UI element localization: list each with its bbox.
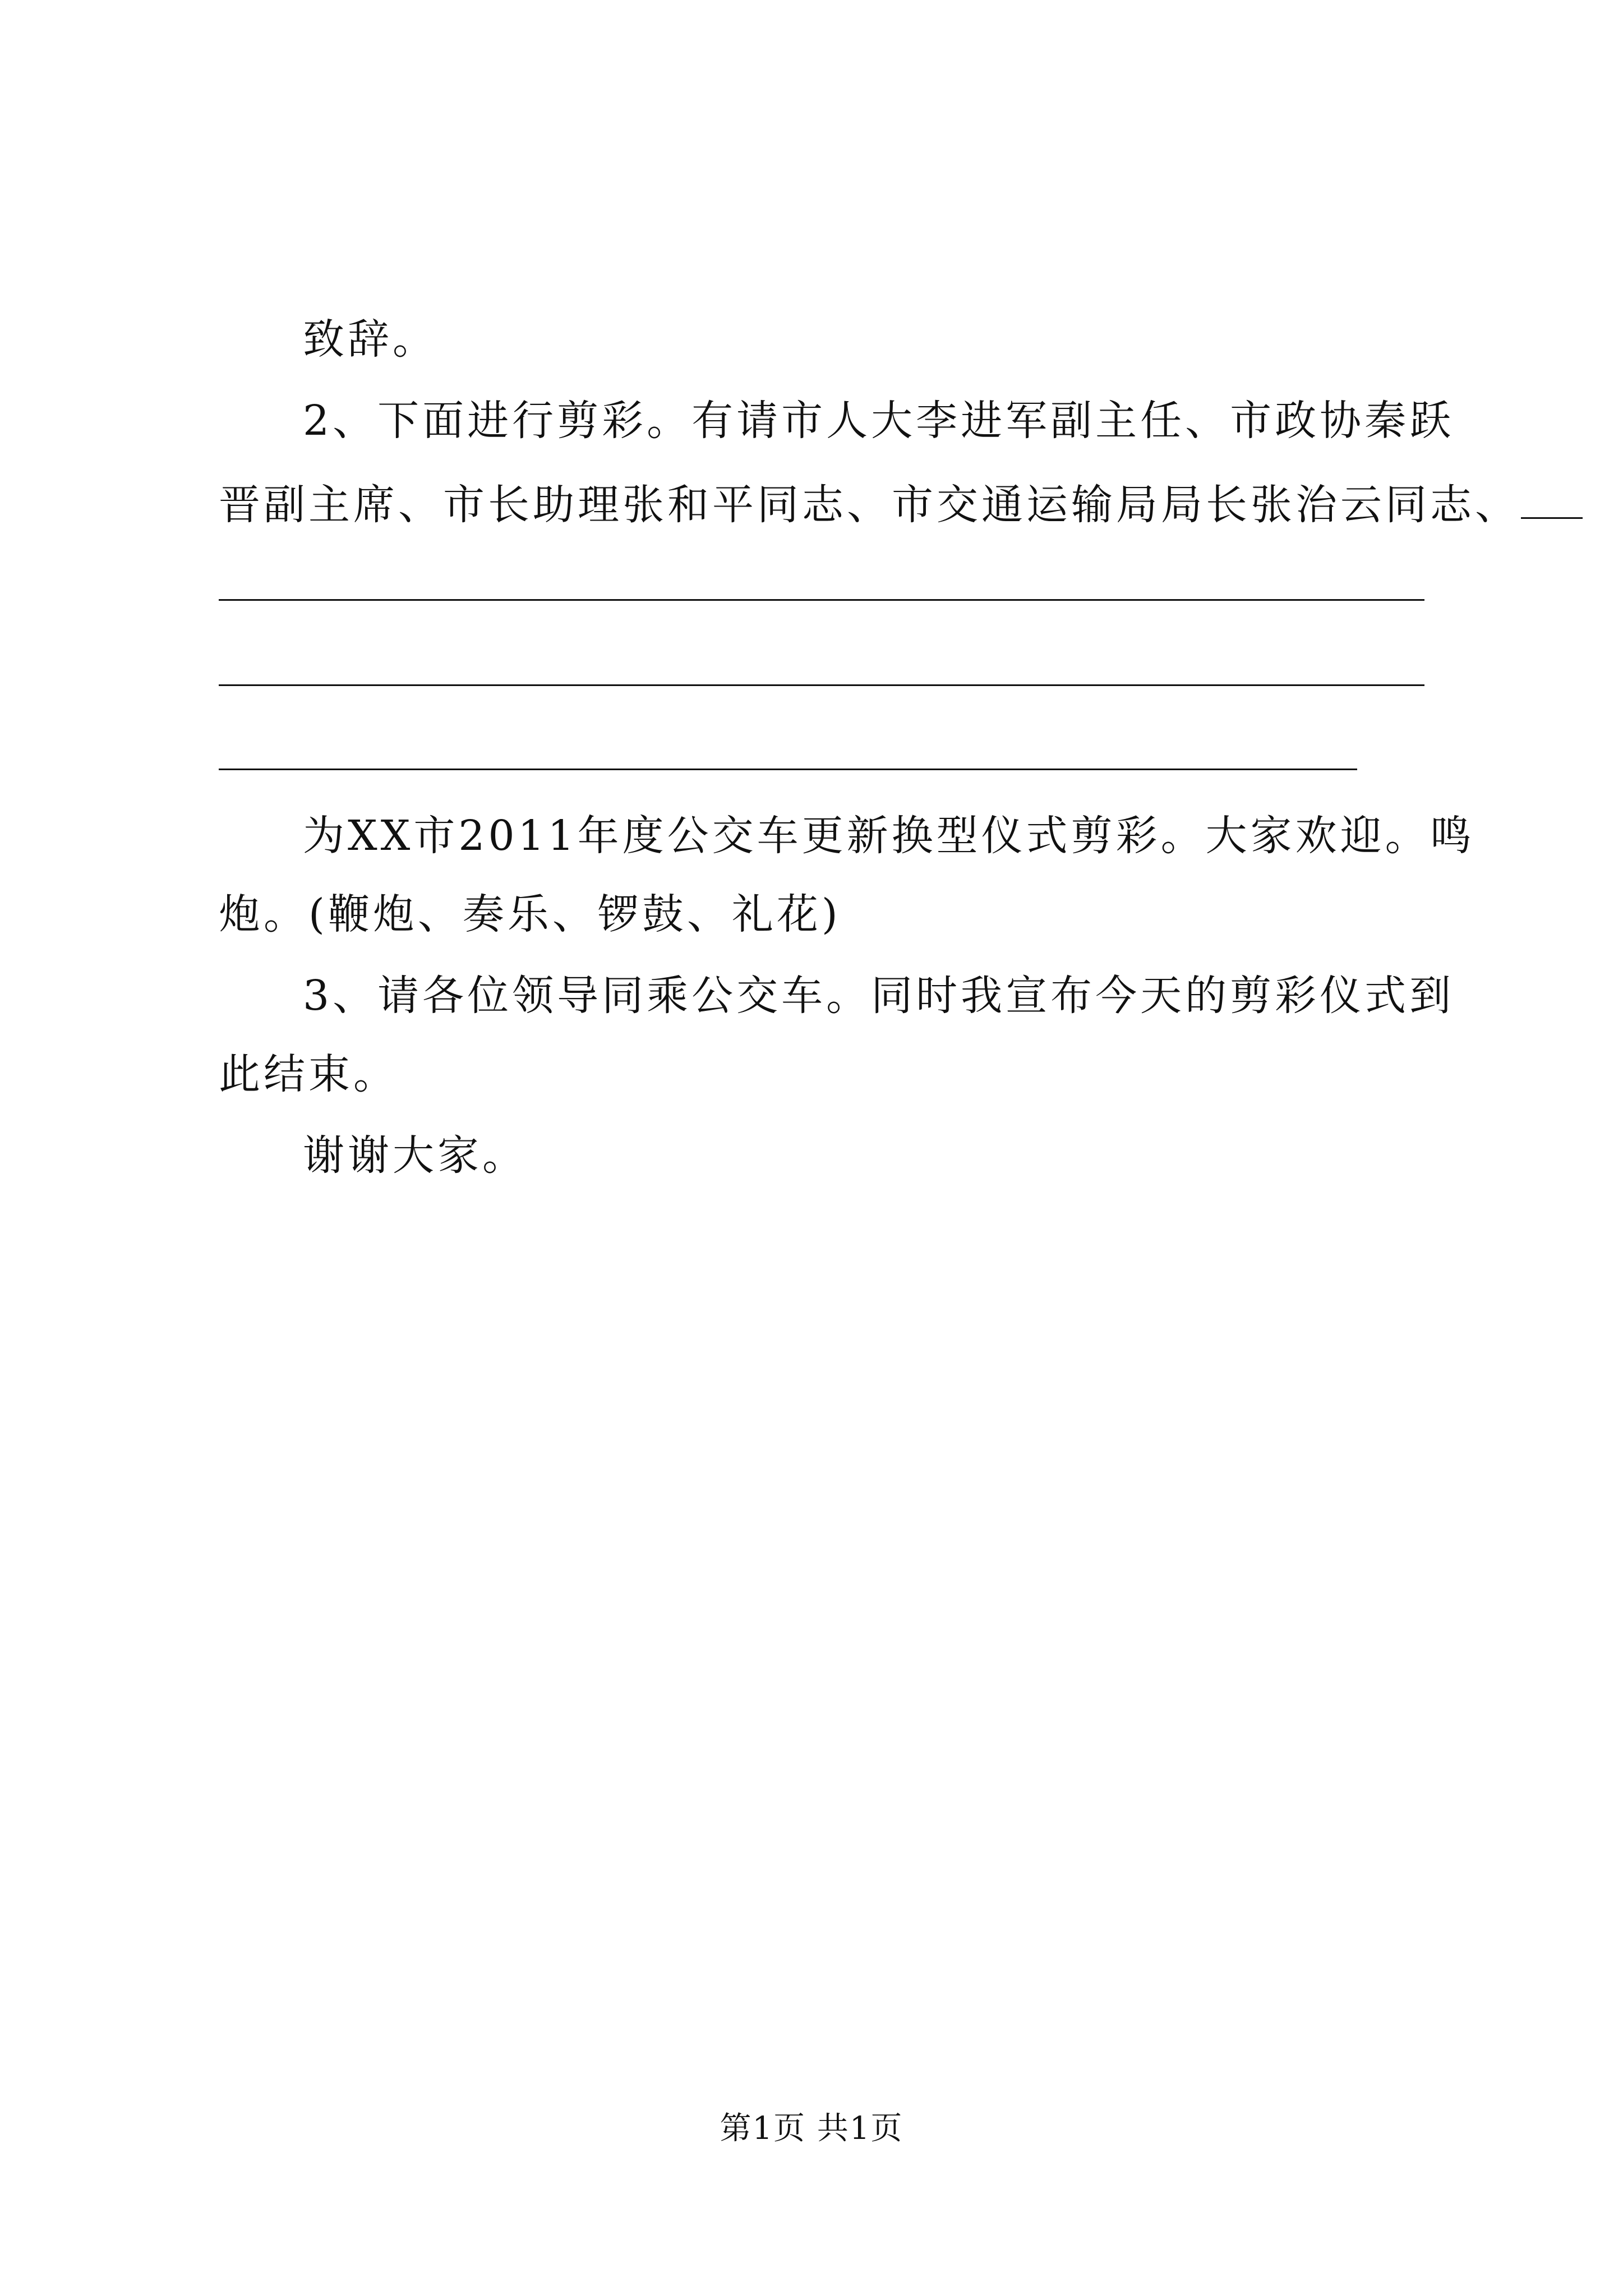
paragraph-line: 谢谢大家。 <box>303 1131 527 1180</box>
page-footer: 第1页 共1页 <box>720 2110 903 2147</box>
fill-in-line <box>219 684 1424 686</box>
paragraph-line-text: 晋副主席、市长助理张和平同志、市交通运输局局长张治云同志、 <box>219 481 1520 529</box>
paragraph-line: 为XX市2011年度公交车更新换型仪式剪彩。大家欢迎。鸣 <box>303 812 1475 860</box>
fill-in-blank <box>1521 517 1583 519</box>
fill-in-line <box>219 599 1424 601</box>
paragraph-line: 此结束。 <box>219 1050 398 1098</box>
paragraph-line: 炮。(鞭炮、奏乐、锣鼓、礼花) <box>219 890 841 938</box>
fill-in-line <box>219 769 1357 770</box>
paragraph-line <box>219 477 1520 533</box>
paragraph-line: 致辞。 <box>303 315 437 364</box>
paragraph-line: 3、请各位领导同乘公交车。同时我宣布今天的剪彩仪式到 <box>303 972 1455 1020</box>
paragraph-line: 2、下面进行剪彩。有请市人大李进军副主任、市政协秦跃 <box>303 397 1455 445</box>
